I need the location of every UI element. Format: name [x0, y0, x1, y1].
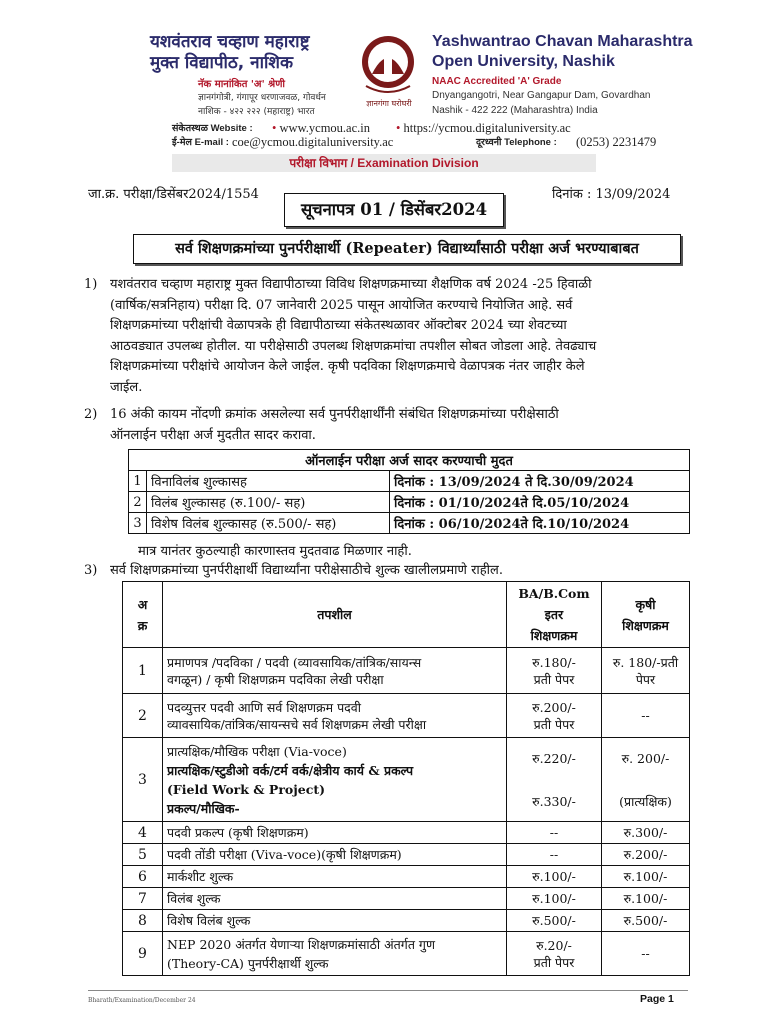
fee-value: --	[641, 708, 650, 723]
en-naac: NAAC Accredited 'A' Grade	[432, 76, 562, 87]
fee-value: रु.100/-	[602, 888, 690, 910]
paragraph-1	[84, 275, 690, 399]
deadline-row-dates: दिनांक : 13/09/2024 ते दि.30/09/2024	[390, 471, 690, 492]
fee-value: रु.500/-	[507, 910, 602, 932]
email-label: ई-मेल E-mail :	[172, 137, 229, 148]
website-link-2[interactable]: • https://ycmou.digitaluniversity.ac	[396, 121, 571, 135]
fee-row-number: 5	[123, 844, 163, 866]
deadline-row-number: 3	[129, 513, 147, 534]
table-row	[123, 866, 690, 888]
fee-row-detail: विशेष विलंब शुल्क	[163, 910, 507, 932]
fee-detail-line: प्रात्यक्षिक/स्टुडीओ वर्क/टर्म वर्क/क्षेत्रीय कार्य & प्रकल्प	[167, 762, 414, 778]
header-col1-line: इतर	[544, 607, 564, 622]
notice-subject: सर्व शिक्षणक्रमांच्या पुनर्परीक्षार्थी (Repeater) विद्यार्थ्यांसाठी परीक्षा अर्ज भरण्याबाबत	[133, 234, 681, 264]
deadline-table-header	[129, 450, 690, 471]
table-row	[123, 694, 690, 738]
fee-unit: प्रती पेपर	[533, 954, 575, 970]
header-col2	[602, 582, 690, 648]
fee-detail-line: प्रमाणपत्र /पदविका / पदवी (व्यावसायिक/तांत्रिक/सायन्स	[167, 654, 422, 670]
fee-col1	[507, 694, 602, 738]
header-col2-line: शिक्षणक्रम	[622, 617, 669, 633]
fee-detail-line: वगळून) / कृषी शिक्षणक्रम पदविका लेखी परीक्षा	[167, 671, 384, 687]
fee-row-detail: पदवी तोंडी परीक्षा (Viva-voce)(कृषी शिक्षणक्रम)	[163, 844, 507, 866]
fee-detail-line: NEP 2020 अंतर्गत येणाऱ्या शिक्षणक्रमांसाठी अंतर्गत गुण	[167, 936, 435, 952]
logo-caption: ज्ञानगंगा घरोघरी	[366, 99, 412, 108]
fee-row-detail: मार्कशीट शुल्क	[163, 866, 507, 888]
deadline-row-number: 2	[129, 492, 147, 513]
paragraph-1-line: जाईल.	[110, 379, 143, 395]
fee-value: रु.200/-	[532, 699, 576, 715]
notice-title: सूचनापत्र 01 / डिसेंबर2024	[284, 193, 504, 227]
paragraph-1-line: शिक्षणक्रमांच्या परीक्षांची वेळापत्रके ही विद्यापीठाच्या संकेतस्थळावर ऑक्टोबर 2024 च्या शेवटच्या	[110, 318, 567, 334]
table-row	[123, 888, 690, 910]
fee-col2	[602, 648, 690, 694]
header-sr-line: अ	[137, 596, 148, 612]
exam-division-banner: परीक्षा विभाग / Examination Division	[172, 154, 596, 172]
fee-row-number: 7	[123, 888, 163, 910]
header-detail: तपशील	[163, 582, 507, 648]
fee-row-detail	[163, 932, 507, 976]
mr-name-line1: यशवंतराव चव्हाण महाराष्ट्र	[150, 32, 310, 52]
table-row	[123, 822, 690, 844]
university-logo-icon	[358, 28, 418, 106]
paragraph-3-number: 3)	[84, 563, 98, 578]
fee-detail-line: पदव्युत्तर पदवी आणि सर्व शिक्षणक्रम पदवी	[167, 699, 361, 715]
paragraph-2-number: 2)	[84, 407, 98, 422]
fee-detail-line: प्रात्यक्षिक/मौखिक परीक्षा (Via-voce)	[167, 743, 347, 759]
table-row	[123, 738, 690, 822]
fee-row-detail	[163, 648, 507, 694]
footer-divider	[88, 990, 688, 991]
deadline-row-dates: दिनांक : 06/10/2024ते दि.10/10/2024	[390, 513, 690, 534]
deadline-table	[128, 449, 690, 534]
deadline-row-number: 1	[129, 471, 147, 492]
table-row	[123, 932, 690, 976]
reference-number: जा.क्र. परीक्षा/डिसेंबर2024/1554	[88, 187, 259, 202]
fee-row-detail: पदवी प्रकल्प (कृषी शिक्षणक्रम)	[163, 822, 507, 844]
header-col1	[507, 582, 602, 648]
fee-row-number: 1	[123, 648, 163, 694]
fee-value: रु.500/-	[602, 910, 690, 932]
mr-addr-line1: ज्ञानगंगोत्री, गंगापूर धरणाजवळ, गोवर्धन	[198, 93, 326, 103]
mr-name-line2: मुक्त विद्यापीठ, नाशिक	[150, 53, 294, 73]
fee-col2	[602, 738, 690, 822]
website-label: संकेतस्थळ Website :	[172, 123, 253, 134]
fee-row-number: 9	[123, 932, 163, 976]
fee-value: रु.300/-	[602, 822, 690, 844]
university-name-english	[432, 32, 732, 117]
fee-detail-line: व्यावसायिक/तांत्रिक/सायन्सचे सर्व शिक्षणक्रम लेखी परीक्षा	[167, 716, 427, 732]
fee-value: रु.20/-	[536, 937, 572, 953]
fee-row-number: 2	[123, 694, 163, 738]
table-row	[123, 910, 690, 932]
table-row	[129, 513, 690, 534]
en-addr-line1: Dnyangangotri, Near Gangapur Dam, Govardhan	[432, 90, 651, 101]
en-name-line2: Open University, Nashik	[432, 53, 615, 70]
fee-value: रु.330/-	[532, 793, 576, 809]
university-name-marathi	[150, 32, 360, 118]
deadline-row-dates: दिनांक : 01/10/2024ते दि.05/10/2024	[390, 492, 690, 513]
fee-row-number: 8	[123, 910, 163, 932]
header-col1-line: शिक्षणक्रम	[530, 628, 578, 643]
footer-reference: Bharath/Examination/December 24	[88, 997, 196, 1004]
paragraph-3	[84, 561, 690, 582]
fee-value: रु.220/-	[532, 750, 576, 766]
mr-naac: नॅक मानांकित 'अ' श्रेणी	[198, 79, 286, 90]
fee-value: --	[602, 932, 690, 976]
fee-row-detail: विलंब शुल्क	[163, 888, 507, 910]
phone-number: (0253) 2231479	[576, 135, 657, 149]
letterhead	[0, 28, 768, 148]
notice-date: दिनांक : 13/09/2024	[552, 187, 671, 202]
paragraph-1-line: आठवड्यात उपलब्ध होतील. या परीक्षेसाठी उपलब्ध शिक्षणक्रमांचा तपशील सोबत जोडला आहे. तेवढ्याच	[110, 338, 597, 354]
fee-unit: प्रती पेपर	[533, 716, 575, 732]
fee-value: रु.100/-	[507, 888, 602, 910]
fee-value: रु.180/-	[532, 654, 576, 670]
fee-value: रु.100/-	[602, 866, 690, 888]
fee-value: रु. 180/-प्रती	[612, 654, 679, 670]
mr-addr-line2: नाशिक - ४२२ २२२ (महाराष्ट्र) भारत	[198, 107, 315, 117]
header-sr	[123, 582, 163, 648]
fee-value: --	[507, 822, 602, 844]
fee-col1	[507, 648, 602, 694]
paragraph-3-line: सर्व शिक्षणक्रमांच्या पुनर्परीक्षार्थी विद्यार्थ्यांना परीक्षेसाठीचे शुल्क खालीलप्रमाणे राहील.	[110, 563, 503, 578]
fee-value: रु. 200/-	[621, 750, 670, 766]
paragraph-2-line: 16 अंकी कायम नोंदणी क्रमांक असलेल्या सर्व पुनर्परीक्षार्थींनी संबंधित शिक्षणक्रमांच्या परीक्षेसाठी	[110, 407, 559, 422]
fee-value: --	[507, 844, 602, 866]
fee-detail-line: (Theory-CA) पुनर्परीक्षार्थी शुल्क	[167, 955, 329, 971]
fee-col1	[507, 738, 602, 822]
fee-col2	[602, 694, 690, 738]
fee-row-number: 6	[123, 866, 163, 888]
fee-detail-line: प्रकल्प/मौखिक-	[167, 800, 240, 816]
table-row	[129, 471, 690, 492]
table-row	[129, 492, 690, 513]
fee-row-detail	[163, 738, 507, 822]
paragraph-1-line: यशवंतराव चव्हाण महाराष्ट्र मुक्त विद्यापीठाच्या विविध शिक्षणक्रमाच्या शैक्षणिक वर्ष 2024 -25 हिवाळी	[110, 277, 592, 292]
website-link-1[interactable]: • www.ycmou.ac.in	[272, 121, 371, 135]
header-sr-line: क्र	[137, 617, 148, 633]
paragraph-2-line: ऑनलाईन परीक्षा अर्ज मुदतीत सादर करावा.	[110, 427, 316, 443]
deadline-heading: ऑनलाईन परीक्षा अर्ज सादर करण्याची मुदत	[129, 450, 690, 471]
paragraph-2	[84, 405, 690, 446]
deadline-row-label: विशेष विलंब शुल्कासह (रु.500/- सह)	[147, 513, 390, 534]
paragraph-1-line: शिक्षणक्रमांच्या परीक्षांचे आयोजन केले जाईल. कृषी पदविका शिक्षणक्रमाचे वेळापत्रक नंतर जाहीर केले	[110, 359, 585, 375]
fee-table-header	[123, 582, 690, 648]
deadline-row-label: विनाविलंब शुल्कासह	[147, 471, 390, 492]
en-name-line1: Yashwantrao Chavan Maharashtra	[432, 33, 693, 50]
fee-unit: (प्रात्यक्षिक)	[619, 793, 672, 809]
fee-table	[122, 581, 690, 976]
fee-col1	[507, 932, 602, 976]
page-number: Page 1	[640, 993, 674, 1005]
email-link[interactable]: coe@ycmou.digitaluniversity.ac	[232, 135, 394, 149]
paragraph-1-number: 1)	[84, 277, 98, 292]
fee-row-detail	[163, 694, 507, 738]
paragraph-1-line: (वार्षिक/सत्रनिहाय) परीक्षा दि. 07 जानेवारी 2025 पासून आयोजित करण्याचे नियोजित आहे. सर्व	[110, 297, 573, 313]
table-row	[123, 844, 690, 866]
no-extension-note: मात्र यानंतर कुठल्याही कारणास्तव मुदतवाढ मिळणार नाही.	[138, 544, 412, 559]
phone-label: दूरध्वनी Telephone :	[476, 137, 557, 148]
fee-unit: प्रती पेपर	[533, 671, 575, 687]
fee-row-number: 4	[123, 822, 163, 844]
fee-unit: पेपर	[635, 671, 656, 687]
fee-row-number: 3	[123, 738, 163, 822]
fee-value: रु.100/-	[507, 866, 602, 888]
fee-detail-line: (Field Work & Project)	[167, 781, 326, 797]
header-col2-line: कृषी	[635, 596, 656, 612]
en-addr-line2: Nashik - 422 222 (Maharashtra) India	[432, 105, 598, 116]
header-col1-line: BA/B.Com	[518, 586, 590, 601]
deadline-row-label: विलंब शुल्कासह (रु.100/- सह)	[147, 492, 390, 513]
table-row	[123, 648, 690, 694]
fee-value: रु.200/-	[602, 844, 690, 866]
